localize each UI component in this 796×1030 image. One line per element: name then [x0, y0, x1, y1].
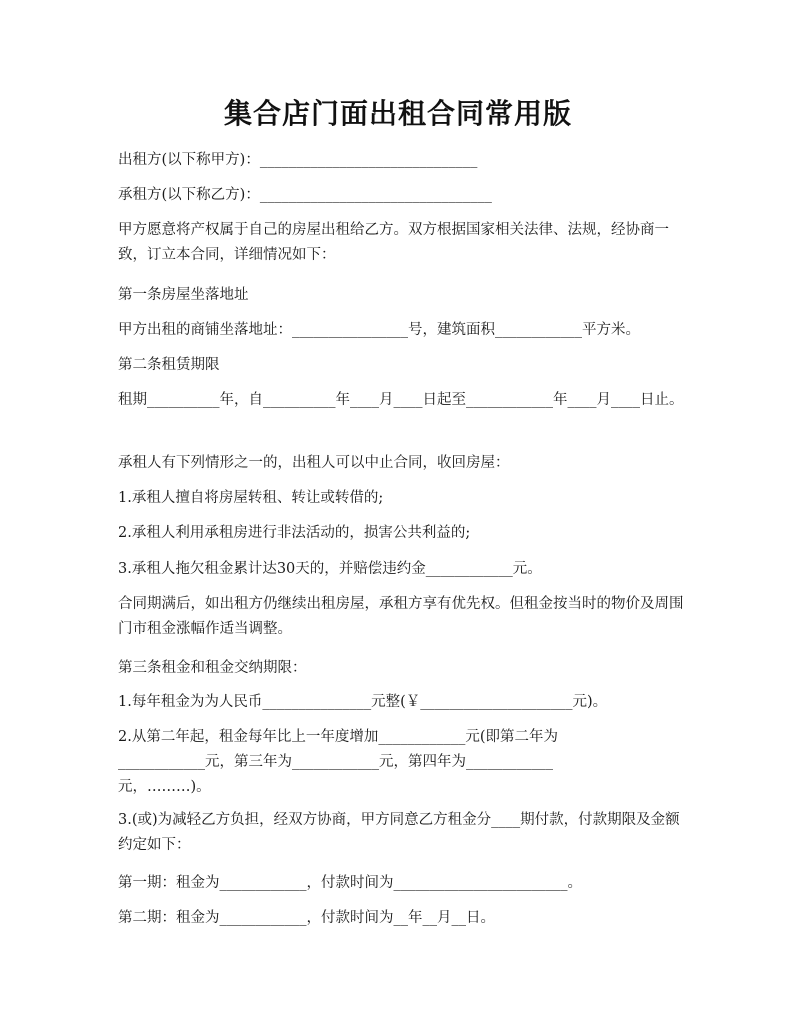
- document-title: 集合店门面出租合同常用版: [223, 97, 572, 130]
- rent-item-3: 3.(或)为减轻乙方负担，经双方协商，甲方同意乙方租金分____期付款，付款期限及金额约定如下：: [118, 812, 680, 853]
- termination-item-2: 2.承租人利用承租房进行非法活动的，损害公共利益的;: [118, 525, 471, 541]
- renewal-paragraph: 合同期满后，如出租方仍继续出租房屋，承租方享有优先权。但租金按当时的物价及周围门市租金涨幅作适当调整。: [118, 596, 684, 637]
- article-1-heading: 第一条房屋坐落地址: [118, 287, 249, 303]
- rent-item-2-line-3: 元，………)。: [118, 779, 211, 795]
- article-3-heading: 第三条租金和租金交纳期限：: [118, 660, 307, 676]
- rent-item-1: 1.每年租金为为人民币_______________元整(￥_____________________元)。: [118, 694, 608, 710]
- lessor-line: 出租方(以下称甲方)：______________________________: [118, 152, 478, 168]
- lease-term-paragraph: 租期__________年，自__________年____月____日起至____________年____月____日止。: [118, 392, 684, 408]
- termination-item-1: 1.承租人擅自将房屋转租、转让或转借的;: [118, 490, 384, 506]
- rent-item-2: [118, 725, 684, 800]
- lessee-line: 承租方(以下称乙方)：________________________________: [118, 187, 492, 203]
- installment-2: 第二期：租金为____________，付款时间为__年__月__日。: [118, 910, 495, 926]
- rent-item-2-line-1: 2.从第二年起，租金每年比上一年度增加____________元(即第二年为: [118, 729, 558, 745]
- rent-item-2-line-2: ____________元，第三年为____________元，第四年为____________: [118, 754, 553, 770]
- article-2-heading: 第二条租赁期限: [118, 357, 220, 373]
- termination-intro: 承租人有下列情形之一的，出租人可以中止合同，收回房屋：: [118, 455, 510, 471]
- installment-1: 第一期：租金为____________，付款时间为________________________。: [118, 875, 582, 891]
- address-line: 甲方出租的商铺坐落地址：________________号，建筑面积____________平方米。: [118, 322, 640, 338]
- termination-item-3: 3.承租人拖欠租金累计达30天的，并赔偿违约金____________元。: [118, 561, 542, 577]
- intro-paragraph: 甲方愿意将产权属于自己的房屋出租给乙方。双方根据国家相关法律、法规，经协商一致，订立本合同，详细情况如下：: [118, 222, 669, 263]
